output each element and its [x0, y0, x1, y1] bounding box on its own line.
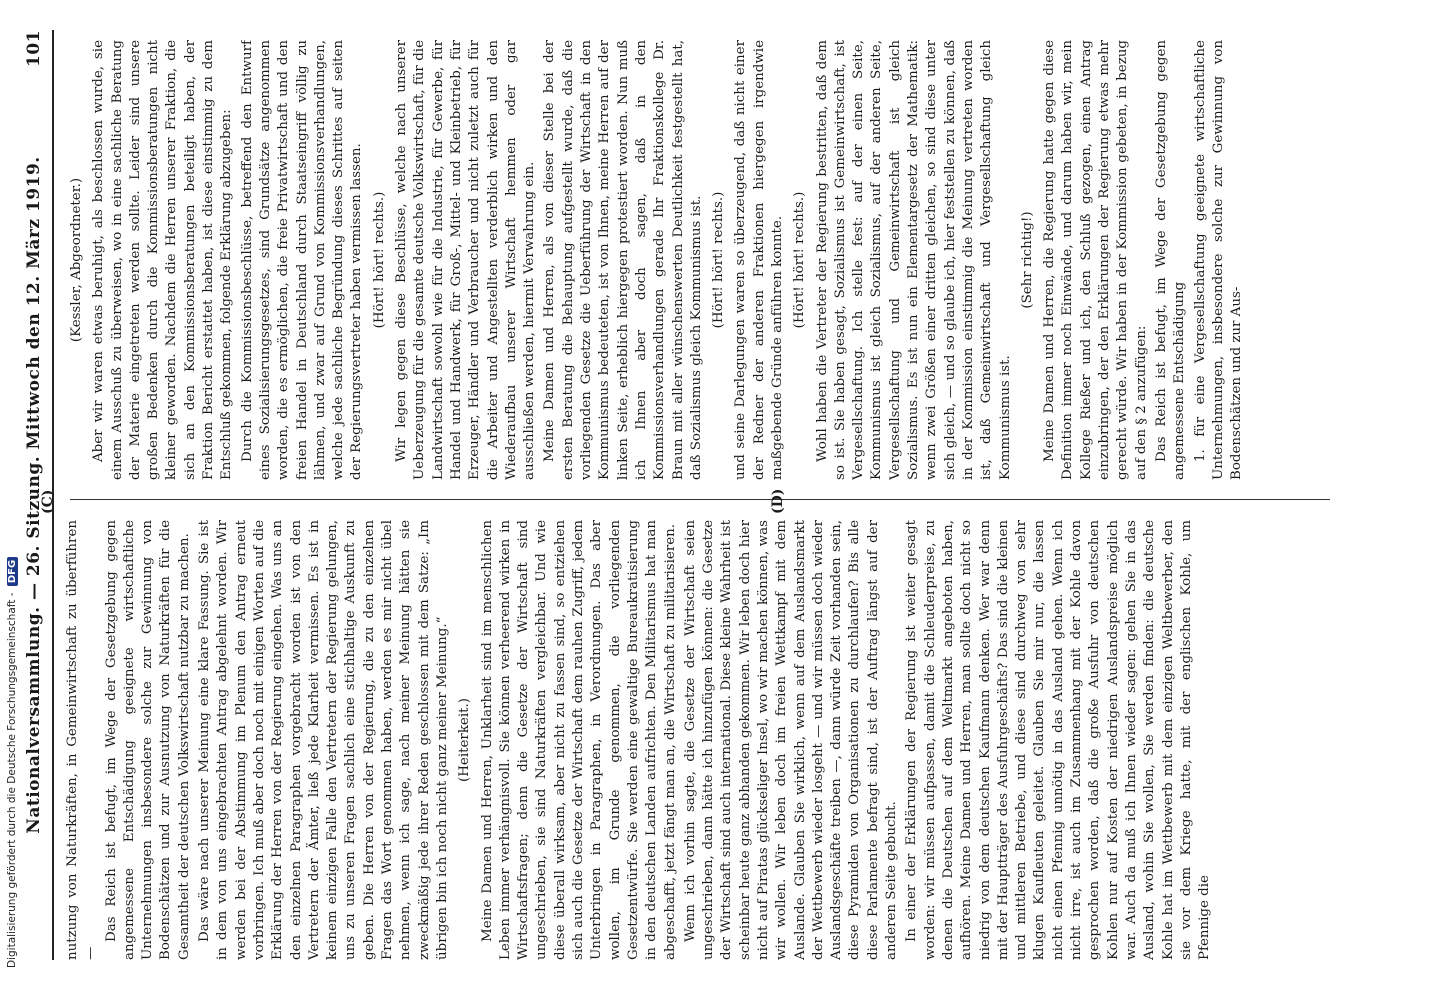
paragraph: Meine Damen und Herren, als von dieser Stelle bei der ersten Beratung die Behauptung aufgestellt wurde, daß die vorliegenden Gesetze die Ueberführung der Wirtschaft in den Kommunismus bedeuteten, ist von Ihnen, meine Herren auf der linken Seite, erheblich hiergegen protestiert worden. Nun muß ich Ihnen aber doch sagen, daß in den Kommissionsverhandlungen gerade Ihr Fraktionskollege Dr. Braun mit aller wünschenswerten Deutlichkeit festgestellt hat, daß Sozialismus gleich Kommunismus ist.: [542, 40, 704, 480]
page-number: 101: [24, 30, 44, 67]
paragraph: Aber wir waren etwas beruhigt, als beschlossen wurde, sie einem Ausschuß zu überweisen, wo in eine sachliche Beratung der Materie eingetreten werden sollte. Leider sind unsere großen Bedenken durch die Kommissionsberatungen nicht kleiner geworden. Nachdem die Herren unserer Fraktion, die sich an den Kommissionsberatungen beteiligt haben, der Fraktion Bericht erstattet haben, ist diese einstimmig zu dem Entschluß gekommen, folgende Erklärung abzugeben:: [91, 40, 235, 480]
quote-paragraph: Das Reich ist befugt, im Wege der Gesetzgebung gegen angemessene Entschädigung geeignete wirtschaftliche Unternehmungen insbesondere solche zur Gewinnung von Bodenschätzen und zur Ausnutzung von Naturkräften für die Gesamtheit der deutschen Volkswirtschaft nutzbar zu machen.: [103, 520, 192, 960]
speaker-label: (Kessler, Abgeordneter.): [69, 177, 84, 343]
interjection: (Hört! hört! rechts.): [711, 191, 727, 329]
dfg-logo: DFG: [7, 557, 18, 586]
quote-paragraph: 1. für eine Vergesellschaftung geeignete wirtschaftliche Unternehmungen, insbesondere solche zur Gewinnung von Bodenschätzen und zur Aus-: [1192, 40, 1245, 480]
left-column: [64, 520, 1334, 960]
right-column: [64, 40, 1334, 480]
quote-paragraph: Wir legen gegen diese Beschlüsse, welche nach unserer Ueberzeugung für die gesamte deutsche Volkswirtschaft, für die Landwirtschaft sowohl wie für die Industrie, für Gewerbe, für Handel und Handwerk, für Groß-, Mittel- und Kleinbetrieb, für Erzeuger, Händler und Verbraucher und nicht zuletzt auch für die Arbeiter und Angestellten verderblich wirken und den Wiederaufbau unserer Wirtschaft hemmen oder gar ausschließen werden, hiermit Verwahrung ein.: [394, 40, 538, 480]
paragraph: Das wäre nach unserer Meinung eine klare Fassung. Sie ist in dem von uns eingebrachten Antrag abgelehnt worden. Wir werden bei der Abstimmung im Plenum den Antrag erneut vorbringen. Ich muß aber doch noch mit einigen Worten auf die Erklärung der Herren von der Regierung eingehen. Was uns an den einzelnen Paragraphen vorgebracht worden ist von den Vertretern der Ämter, ließ jede Klarheit vermissen. Es ist in keinem einzigen Falle den Vertretern der Regierung gelungen, uns zu unseren Fragen sachlich eine stichhaltige Auskunft zu geben. Die Herren von der Regierung, die zu den einzelnen Fragen das Wort genommen haben, werden es mir nicht übel nehmen, wenn ich sage, nach meiner Meinung hätten sie zweckmäßig jede ihrer Reden geschlossen mit dem Satze: „Im übrigen bin ich noch nicht ganz meiner Meinung.“: [197, 520, 450, 960]
margin-mark-c: (C): [40, 489, 56, 514]
interjection: (Heiterkeit.): [457, 698, 473, 782]
column-divider: [70, 499, 1330, 500]
footer: [6, 557, 18, 968]
paragraph: Wohl haben die Vertreter der Regierung bestritten, daß dem so ist. Sie haben gesagt, Sozialismus ist Gemeinwirtschaft, ist Vergesellschaftung. Ich stelle fest: auf der einen Seite, Kommunismus ist gleich Sozialismus, auf der anderen Seite, Vergesellschaftung und Gemeinwirtschaft ist gleich Sozialismus. Es ist nun ein Elementargesetz der Mathematik: wenn zwei Größen einer dritten gleichen, so sind diese unter sich gleich, — und so glaube ich, hier feststellen zu können, daß in der Kommission einstimmig die Meinung vertreten worden ist, daß Gemeinwirtschaft und Vergesellschaftung gleich Kommunismus ist.: [814, 40, 1013, 480]
paragraph: Meine Damen und Herren, Unklarheit sind im menschlichen Leben immer verhängnisvoll. Sie können verheerend wirken in Wirtschaftsfragen; denn die Gesetze der Wirtschaft sind ungeschrieben, sie sind Naturkräften vergleichbar. Und wie diese überall wirksam, aber nicht zu fassen sind, so entziehen sich auch die Gesetze der Wirtschaft dem rauhen Zugriff, jedem Unterbringen in Paragraphen, in Verordnungen. Das aber wollen, im Grunde genommen, die vorliegenden Gesetzentwürfe. Sie werden eine gewaltige Bureaukratisierung in den deutschen Landen aufrichten. Den Militarismus hat man abgeschafft, jetzt fängt man an, die Wirtschaft zu militarisieren.: [479, 520, 678, 960]
footer-text: Digitalisierung gefördert durch die Deutsche Forschungsgemeinschaft -: [6, 592, 18, 968]
paragraph: Wenn ich vorhin sagte, die Gesetze der Wirtschaft seien ungeschrieben, dann hätte ich hinzufügen können: die Gesetze der Wirtschaft sind auch international. Diese kleine Wahrheit ist scheinbar heute ganz abhanden gekommen. Wir leben doch hier nicht auf Piratas glückseliger Insel, wo wir machen können, was wir wollen. Wir leben doch im freien Wettkampf mit dem Auslande. Glauben Sie wirklich, wenn auf dem Auslandsmarkt der Wettbewerb wieder losgeht — und wir müssen doch wieder Auslandsgeschäfte treiben —, dann würde Zeit vorhanden sein, diese Pyramiden von Organisationen zu durchlaufen? Bis alle diese Parlamente befragt sind, ist der Auftrag längst auf der anderen Seite gebucht.: [682, 520, 900, 960]
interjection: (Hört! hört! rechts.): [792, 191, 808, 329]
margin-mark-d: (D): [770, 488, 786, 514]
paragraph: In einer der Erklärungen der Regierung ist weiter gesagt worden: wir müssen aufpassen, damit die Schleuderpreise, zu denen die Deutschen auf dem Weltmarkt angeboten haben, aufhören. Meine Damen und Herren, man sollte doch nicht so niedrig von dem deutschen Kaufmann denken. Wer war denn mit der Hauptträger des Ausfuhrgeschäfts? Das sind die kleinen und mittleren Betriebe, und diese sind durchweg von sehr klugen Kaufleuten geleitet. Glauben Sie mir nur, die lassen nicht einen Pfennig unnötig in das Ausland gehen. Wenn ich nicht irre, ist auch im Zusammenhang mit der Kohle davon gesprochen worden, daß die große Ausfuhr von deutschen Kohlen nur auf Kosten der niedrigen Auslandspreise möglich war. Auch da muß ich Ihnen wieder sagen: gehen Sie in das Ausland, wohin Sie wollen, Sie werden finden: die deutsche Kohle hat im Wettbewerb mit dem einzigen Weltbewerber, den sie vor dem Kriege hatte, mit der englischen Kohle, um Pfennige die: [904, 520, 1213, 960]
page-title: Nationalversammlung. — 26. Sitzung. Mittwoch den 12. März 1919.: [24, 156, 44, 834]
paragraph: nutzung von Naturkräften, in Gemeinwirtschaft zu überführen —: [65, 520, 99, 960]
quote-paragraph: Das Reich ist befugt, im Wege der Gesetzgebung gegen angemessene Entschädigung: [1153, 40, 1188, 480]
paragraph: und seine Darlegungen waren so überzeugend, daß nicht einer der Redner der anderen Fraktionen hiergegen irgendwie maßgebende Gründe anführen konnte.: [733, 40, 785, 480]
paragraph: Meine Damen und Herren, die Regierung hatte gegen diese Definition immer noch Einwände, und darum haben wir, mein Kollege Rießer und ich, den Schluß gezogen, einen Antrag einzubringen, der den Erklärungen der Regierung etwas mehr gerecht würde. Wir haben in der Kommission gebeten, in bezug auf den § 2 anzufügen:: [1042, 40, 1149, 480]
quote-paragraph: Durch die Kommissionsbeschlüsse, betreffend den Entwurf eines Sozialisierungsgesetzes, sind Grundsätze angenommen worden, die es ermöglichen, die freie Privatwirtschaft und den freien Handel in Deutschland durch Staatseingriff völlig zu lähmen, und zwar auf Grund von Kommissionsverhandlungen, welche jede sachliche Begründung dieses Schrittes auf seiten der Regierungsvertreter haben vermissen lassen.: [239, 40, 365, 480]
interjection: (Hört! hört! rechts.): [371, 191, 387, 329]
interjection: (Sehr richtig!): [1019, 211, 1035, 309]
